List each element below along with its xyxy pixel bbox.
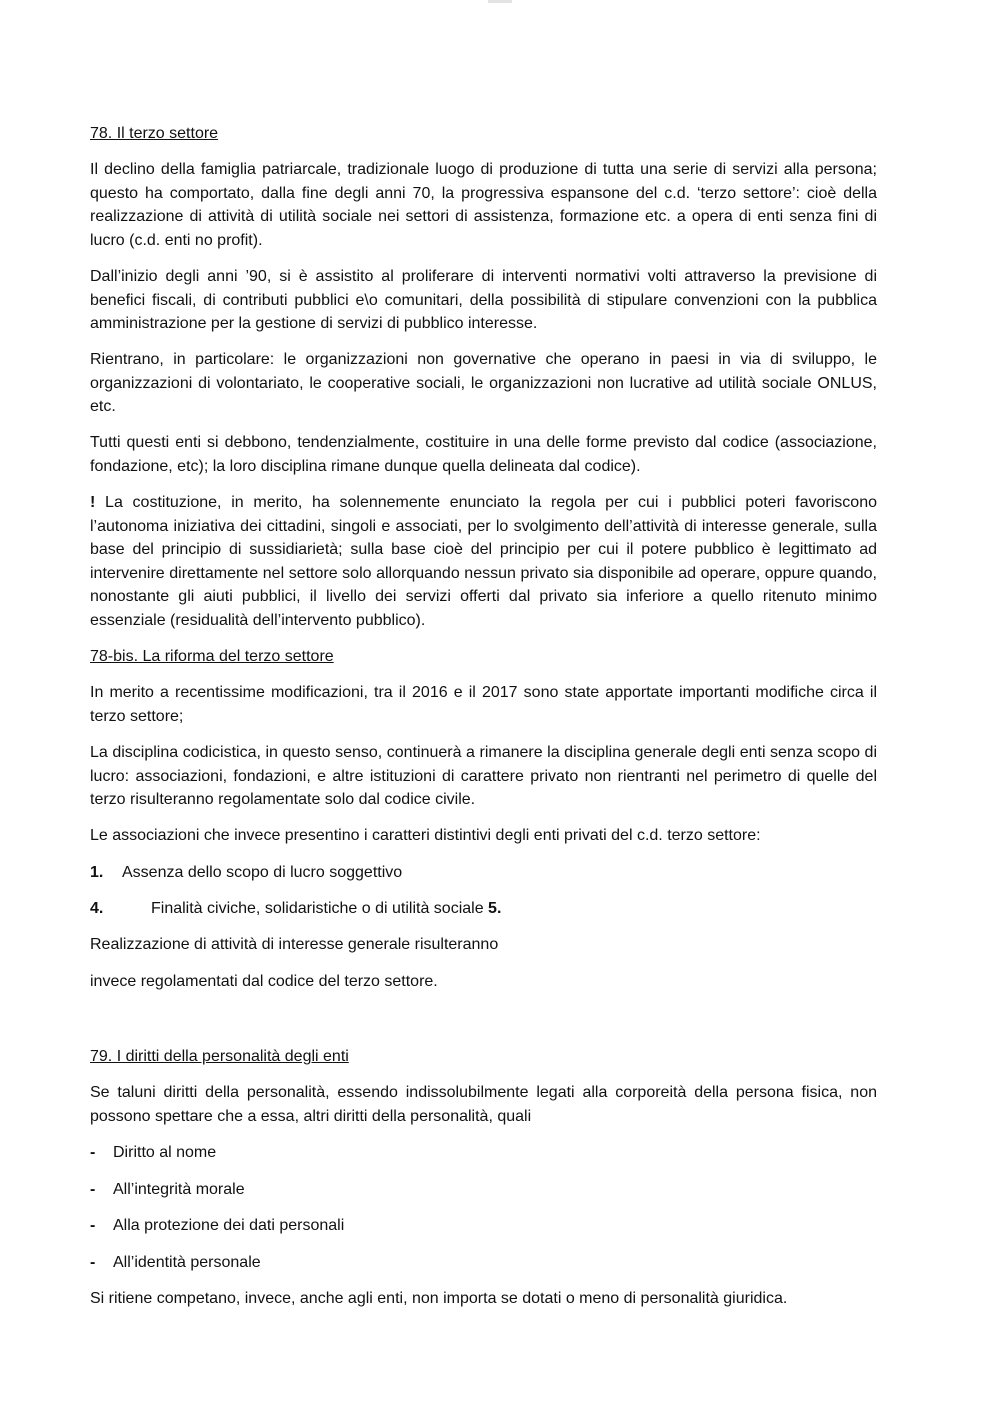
exclamation-mark: !	[90, 494, 96, 511]
paragraph	[90, 491, 877, 632]
bullet-text: Alla protezione dei dati personali	[113, 1217, 345, 1234]
bullet-dash: -	[90, 1217, 96, 1234]
item-number: 4.	[90, 900, 104, 917]
section-78bis	[90, 645, 877, 669]
paragraph: Tutti questi enti si debbono, tendenzialmente, costituire in una delle forme previsto dal codice (associazione, fondazione, etc); la loro disciplina rimane dunque quella delineata dal codice).	[90, 434, 877, 475]
section-78	[90, 122, 877, 146]
paragraph: Se taluni diritti della personalità, essendo indissolubilmente legati alla corporeità della persona fisica, non possono spettare che a essa, altri diritti della personalità, quali	[90, 1084, 877, 1125]
bullet-dash: -	[90, 1181, 96, 1198]
section-title: 78-bis. La riforma del terzo settore	[90, 648, 334, 665]
paragraph: Dall’inizio degli anni ’90, si è assistito al proliferare di interventi normativi volti attraverso la previsione di benefici fiscali, di contributi pubblici e\o comunitari, della possibilità di stipulare convenzioni con la pubblica amministrazione per la gestione di servizi di pubblico interesse.	[90, 268, 877, 332]
item-number: 1.	[90, 864, 104, 881]
item-text-wrap	[151, 897, 501, 921]
paragraph-block	[90, 741, 877, 812]
section-79	[90, 1045, 877, 1069]
paragraph-block	[90, 681, 877, 728]
paragraph: Realizzazione di attività di interesse generale risulteranno	[90, 936, 499, 953]
paragraph-block	[90, 158, 877, 252]
item-text: Finalità civiche, solidaristiche o di utilità sociale	[151, 900, 489, 917]
paragraph-block	[90, 970, 877, 994]
paragraph: Le associazioni che invece presentino i caratteri distintivi degli enti privati del c.d. terzo settore:	[90, 827, 761, 844]
paragraph: In merito a recentissime modificazioni, tra il 2016 e il 2017 sono state apportate importanti modifiche circa il terzo settore;	[90, 684, 877, 725]
bullet-text: All’identità personale	[113, 1254, 261, 1271]
bullet-text: Diritto al nome	[113, 1144, 217, 1161]
bullet-dash: -	[90, 1254, 96, 1271]
paragraph-block	[90, 348, 877, 419]
paragraph: Il declino della famiglia patriarcale, tradizionale luogo di produzione di tutta una serie di servizi alla persona; questo ha comportato, dalla fine degli anni 70, la progressiva espansone del c.d. ‘terzo settore’: cioè della realizzazione di attività di utilità sociale nei settori di assistenza, formazione etc. a opera di enti senza fini di lucro (c.d. enti no profit).	[90, 161, 877, 249]
paragraph: Si ritiene competano, invece, anche agli enti, non importa se dotati o meno di personalità giuridica.	[90, 1290, 788, 1307]
paragraph-text: La costituzione, in merito, ha solennemente enunciato la regola per cui i pubblici poteri favoriscono l’autonoma iniziativa dei cittadini, singoli e associati, per lo svolgimento dell’attività di interesse generale, sulla base del principio di sussidiarietà; sulla base cioè del principio per cui il potere pubblico è legittimato ad intervenire direttamente nel settore solo allorquando nessun privato sia disponibile ad operare, oppure quando, nonostante gli aiuti pubblici, il livello dei servizi offerti dal privato sia inferiore a quello ritenuto minimo essenziale (residualità dell’intervento pubblico).	[90, 494, 877, 629]
paragraph-block	[90, 824, 877, 848]
section-title: 79. I diritti della personalità degli enti	[90, 1048, 349, 1065]
paragraph-block	[90, 1287, 877, 1311]
paragraph-block	[90, 933, 877, 957]
item-text: Assenza dello scopo di lucro soggettivo	[122, 864, 403, 881]
paragraph-block	[90, 1081, 877, 1128]
page-header-mark	[488, 0, 512, 3]
paragraph-block	[90, 431, 877, 478]
paragraph-block	[90, 265, 877, 336]
paragraph: Rientrano, in particolare: le organizzazioni non governative che operano in paesi in via di sviluppo, le organizzazioni di volontariato, le cooperative sociali, le organizzazioni non lucrative ad utilità sociale ONLUS, etc.	[90, 351, 877, 415]
bullet-text: All’integrità morale	[113, 1181, 245, 1198]
bullet-dash: -	[90, 1144, 96, 1161]
paragraph: La disciplina codicistica, in questo senso, continuerà a rimanere la disciplina generale degli enti senza scopo di lucro: associazioni, fondazioni, e altre istituzioni di carattere privato non rientranti nel perimetro di quelle del terzo risulteranno regolamentate solo dal codice civile.	[90, 744, 877, 808]
item-suffix: 5.	[488, 900, 502, 917]
section-title: 78. Il terzo settore	[90, 125, 219, 142]
paragraph-block	[90, 491, 877, 632]
paragraph: invece regolamentati dal codice del terzo settore.	[90, 973, 438, 990]
